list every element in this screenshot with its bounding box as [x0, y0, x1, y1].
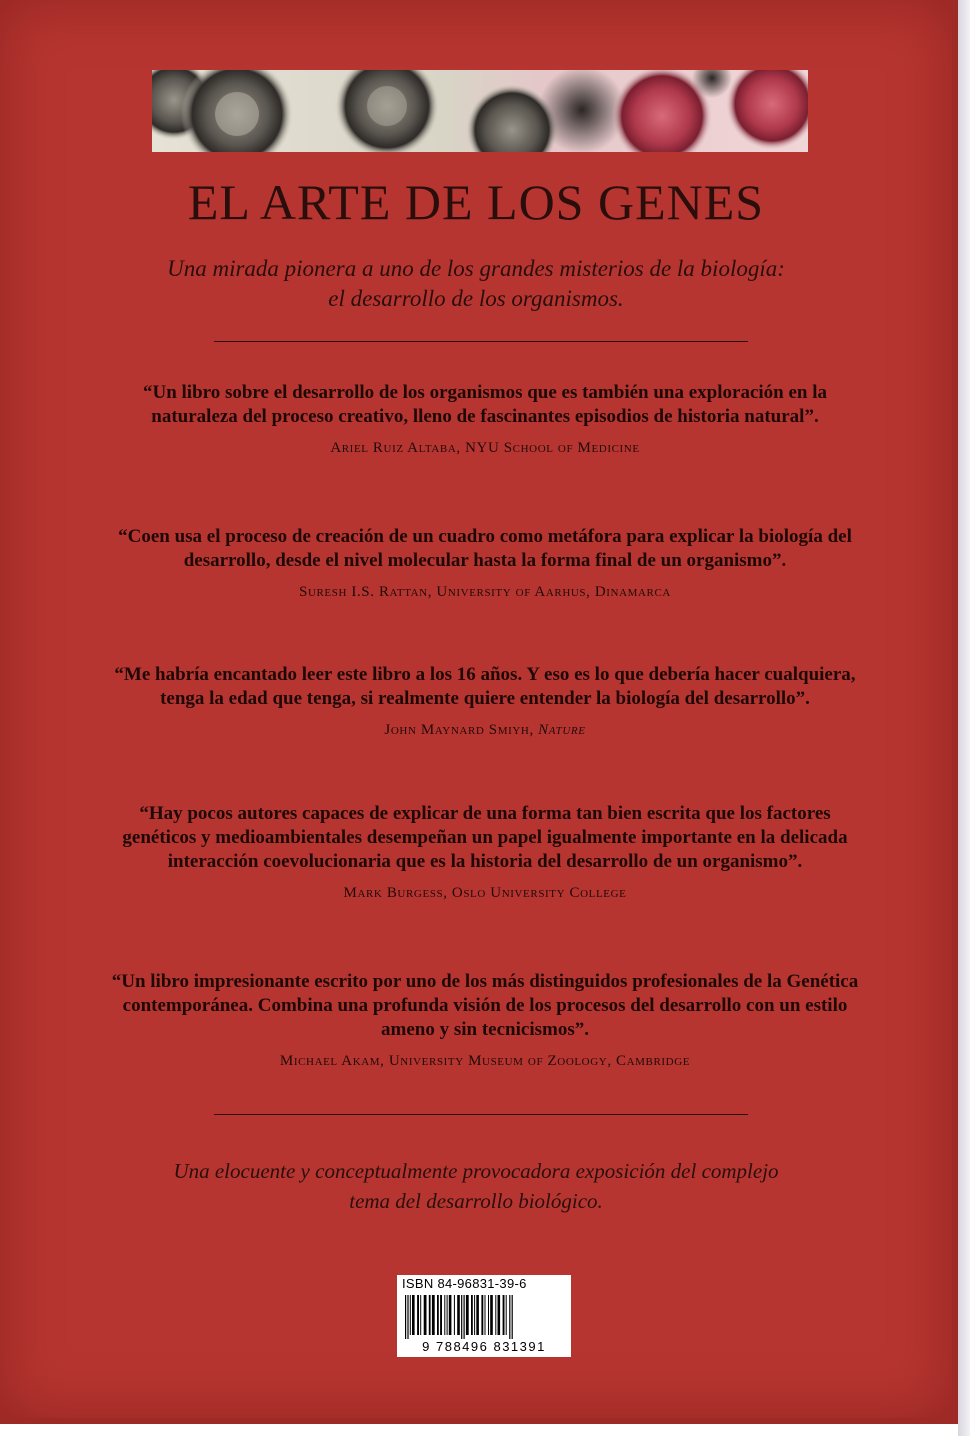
barcode-bar: [490, 1295, 493, 1335]
barcode-bar: [471, 1295, 473, 1335]
review-quote-2: [118, 525, 852, 603]
divider-top: [214, 341, 748, 342]
barcode-bar: [454, 1295, 455, 1335]
book-title: EL ARTE DE LOS GENES: [187, 174, 765, 230]
subtitle-line-1: Una mirada pionera a uno de los grandes misterios de la biología:: [167, 256, 785, 281]
barcode-bar: [405, 1295, 406, 1339]
isbn-text: ISBN 84-96831-39-6: [402, 1276, 527, 1291]
cell-micrograph-banner: [152, 70, 808, 152]
barcode-bar: [444, 1295, 445, 1335]
review-quote-5: [108, 970, 862, 1072]
barcode-bar: [440, 1295, 442, 1335]
barcode-bars: [405, 1295, 563, 1339]
barcode-bar: [429, 1295, 431, 1335]
quote-author: Michael Akam, University Museum of Zoology, Cambridge: [279, 1053, 691, 1069]
barcode-bar: [424, 1295, 427, 1335]
review-quote-4: [108, 802, 862, 904]
barcode-bar: [476, 1295, 479, 1335]
quote-text: “Un libro impresionante escrito por uno de los más distinguidos profesionales de la Genética contemporánea. Combina una profunda visión de los procesos del desarrollo con un estilo ameno y sin tecnicismos”.: [111, 971, 859, 1040]
barcode-bar: [509, 1295, 510, 1339]
ean-number: 9 788496 831391: [422, 1339, 546, 1354]
barcode-bar: [437, 1295, 439, 1335]
book-edge: [958, 0, 970, 1436]
divider-bottom: [214, 1114, 748, 1115]
review-quote-3: [108, 663, 862, 741]
barcode-bar: [512, 1295, 513, 1339]
isbn-barcode: [397, 1275, 571, 1357]
barcode-bar: [474, 1295, 475, 1335]
barcode-bar: [449, 1295, 452, 1335]
book-subtitle: [0, 254, 952, 314]
barcode-bar: [420, 1295, 421, 1335]
subtitle-line-2: el desarrollo de los organismos.: [328, 286, 624, 311]
quote-text: “Coen usa el proceso de creación de un cuadro como metáfora para explicar la biología del desarrollo, desde el nivel molecular hasta la forma final de un organismo”.: [118, 526, 852, 571]
closing-line-1: Una elocuente y conceptualmente provocadora exposición del complejo: [173, 1159, 779, 1183]
cell-micrograph-image: [152, 70, 808, 152]
quote-text: “Un libro sobre el desarrollo de los organismos que es también una exploración en la naturaleza del proceso creativo, lleno de fascinantes episodios de historia natural”.: [142, 382, 828, 427]
review-quote-1: [118, 381, 852, 459]
barcode-bar: [498, 1295, 501, 1335]
closing-line-2: tema del desarrollo biológico.: [349, 1189, 603, 1213]
quote-author: Suresh I.S. Rattan, University of Aarhus, Dinamarca: [299, 584, 671, 600]
barcode-bar: [503, 1295, 505, 1335]
quote-author: Mark Burgess, Oslo University College: [343, 885, 627, 901]
quote-text: “Me habría encantado leer este libro a los 16 años. Y eso es lo que debería hacer cualquiera, tenga la edad que tenga, si realmente quiere entender la biología del desarrollo”.: [114, 664, 856, 709]
closing-blurb: [0, 1156, 952, 1216]
barcode-bar: [447, 1295, 448, 1335]
barcode-bar: [410, 1295, 411, 1335]
barcode-bar: [461, 1295, 462, 1339]
barcode-bar: [417, 1295, 419, 1335]
barcode-bar: [495, 1295, 496, 1335]
barcode-bar: [432, 1295, 435, 1335]
barcode-bar: [506, 1295, 507, 1335]
barcode-bar: [466, 1295, 469, 1335]
quote-author: Ariel Ruiz Altaba, NYU School of Medicine: [330, 440, 640, 456]
barcode-bar: [457, 1295, 460, 1335]
barcode-bar: [485, 1295, 486, 1335]
barcode-bar: [412, 1295, 415, 1335]
barcode-bar: [407, 1295, 408, 1339]
quote-author: John Maynard Smiyh, Nature: [384, 722, 586, 738]
barcode-bar: [481, 1295, 483, 1335]
quote-text: “Hay pocos autores capaces de explicar de una forma tan bien escrita que los factores genéticos y medioambientales desempeñan un papel igualmente importante en la delicada interacción coevolucionaria que es la historia del desarrollo de un organismo”.: [122, 803, 848, 872]
barcode-bar: [488, 1295, 489, 1335]
barcode-bar: [464, 1295, 465, 1339]
